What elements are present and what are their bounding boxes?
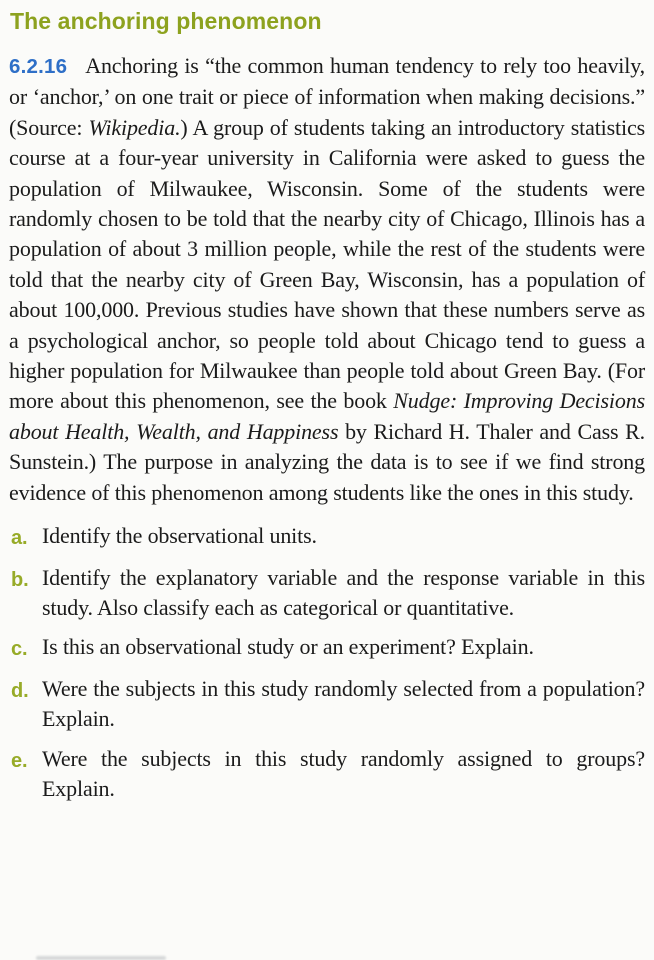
problem-statement: [9, 51, 645, 508]
question-text: Identify the explanatory variable and the response variable in this study. Also classify each as categorical or quantitative.: [42, 564, 645, 620]
question-item-c: [9, 632, 645, 664]
question-label: a.: [11, 527, 28, 550]
section-title: The anchoring phenomenon: [10, 8, 322, 34]
question-text: Identify the observational units.: [42, 523, 317, 549]
problem-text-segment: ) A group of students taking an introductory statistics course at a four-year university in California were asked to guess the population of Milwaukee, Wisconsin. Some of the students were randomly chosen to be told that the nearby city of Chicago, Illinois has a population of about 3 million people, while the rest of the students were told that the nearby city of Green Bay, Wisconsin, has a population of about 100,000. Previous studies have shown that these numbers serve as a psychological anchor, so people told about Chicago tend to guess a higher population for Milwaukee than people told about Green Bay. (For more about this phenomenon, see the book: [9, 114, 645, 414]
question-label: c.: [11, 638, 28, 661]
question-label: d.: [11, 679, 29, 702]
question-text: Were the subjects in this study randomly assigned to groups? Explain.: [42, 745, 645, 801]
problem-text-segment: Anchoring is “the common human tendency to rely too heavily, or ‘anchor,’ on one trait or piece of information when making decisions.” (Source:: [9, 53, 645, 140]
problem-text-segment: by Richard H. Thaler and Cass R. Sunstein.) The purpose in analyzing the data is to see if we find strong evidence of this phenomenon among students like the ones in this study.: [9, 418, 645, 505]
question-item-e: [9, 744, 645, 805]
question-text: Were the subjects in this study randomly selected from a population? Explain.: [42, 675, 645, 732]
question-item-b: [9, 563, 645, 624]
question-label: b.: [11, 568, 29, 591]
question-label: e.: [11, 749, 28, 772]
question-list: [9, 521, 645, 804]
question-item-a: [9, 521, 645, 553]
question-text: Is this an observational study or an experiment? Explain.: [42, 634, 534, 660]
book-title-italic: Nudge: Improving Decisions about Health, Wealth, and Happiness: [9, 388, 645, 444]
source-citation-italic: Wikipedia.: [88, 114, 181, 140]
exercise-number: 6.2.16: [9, 55, 68, 78]
cropped-next-line-artifact: [36, 956, 166, 960]
question-item-d: [9, 674, 645, 735]
